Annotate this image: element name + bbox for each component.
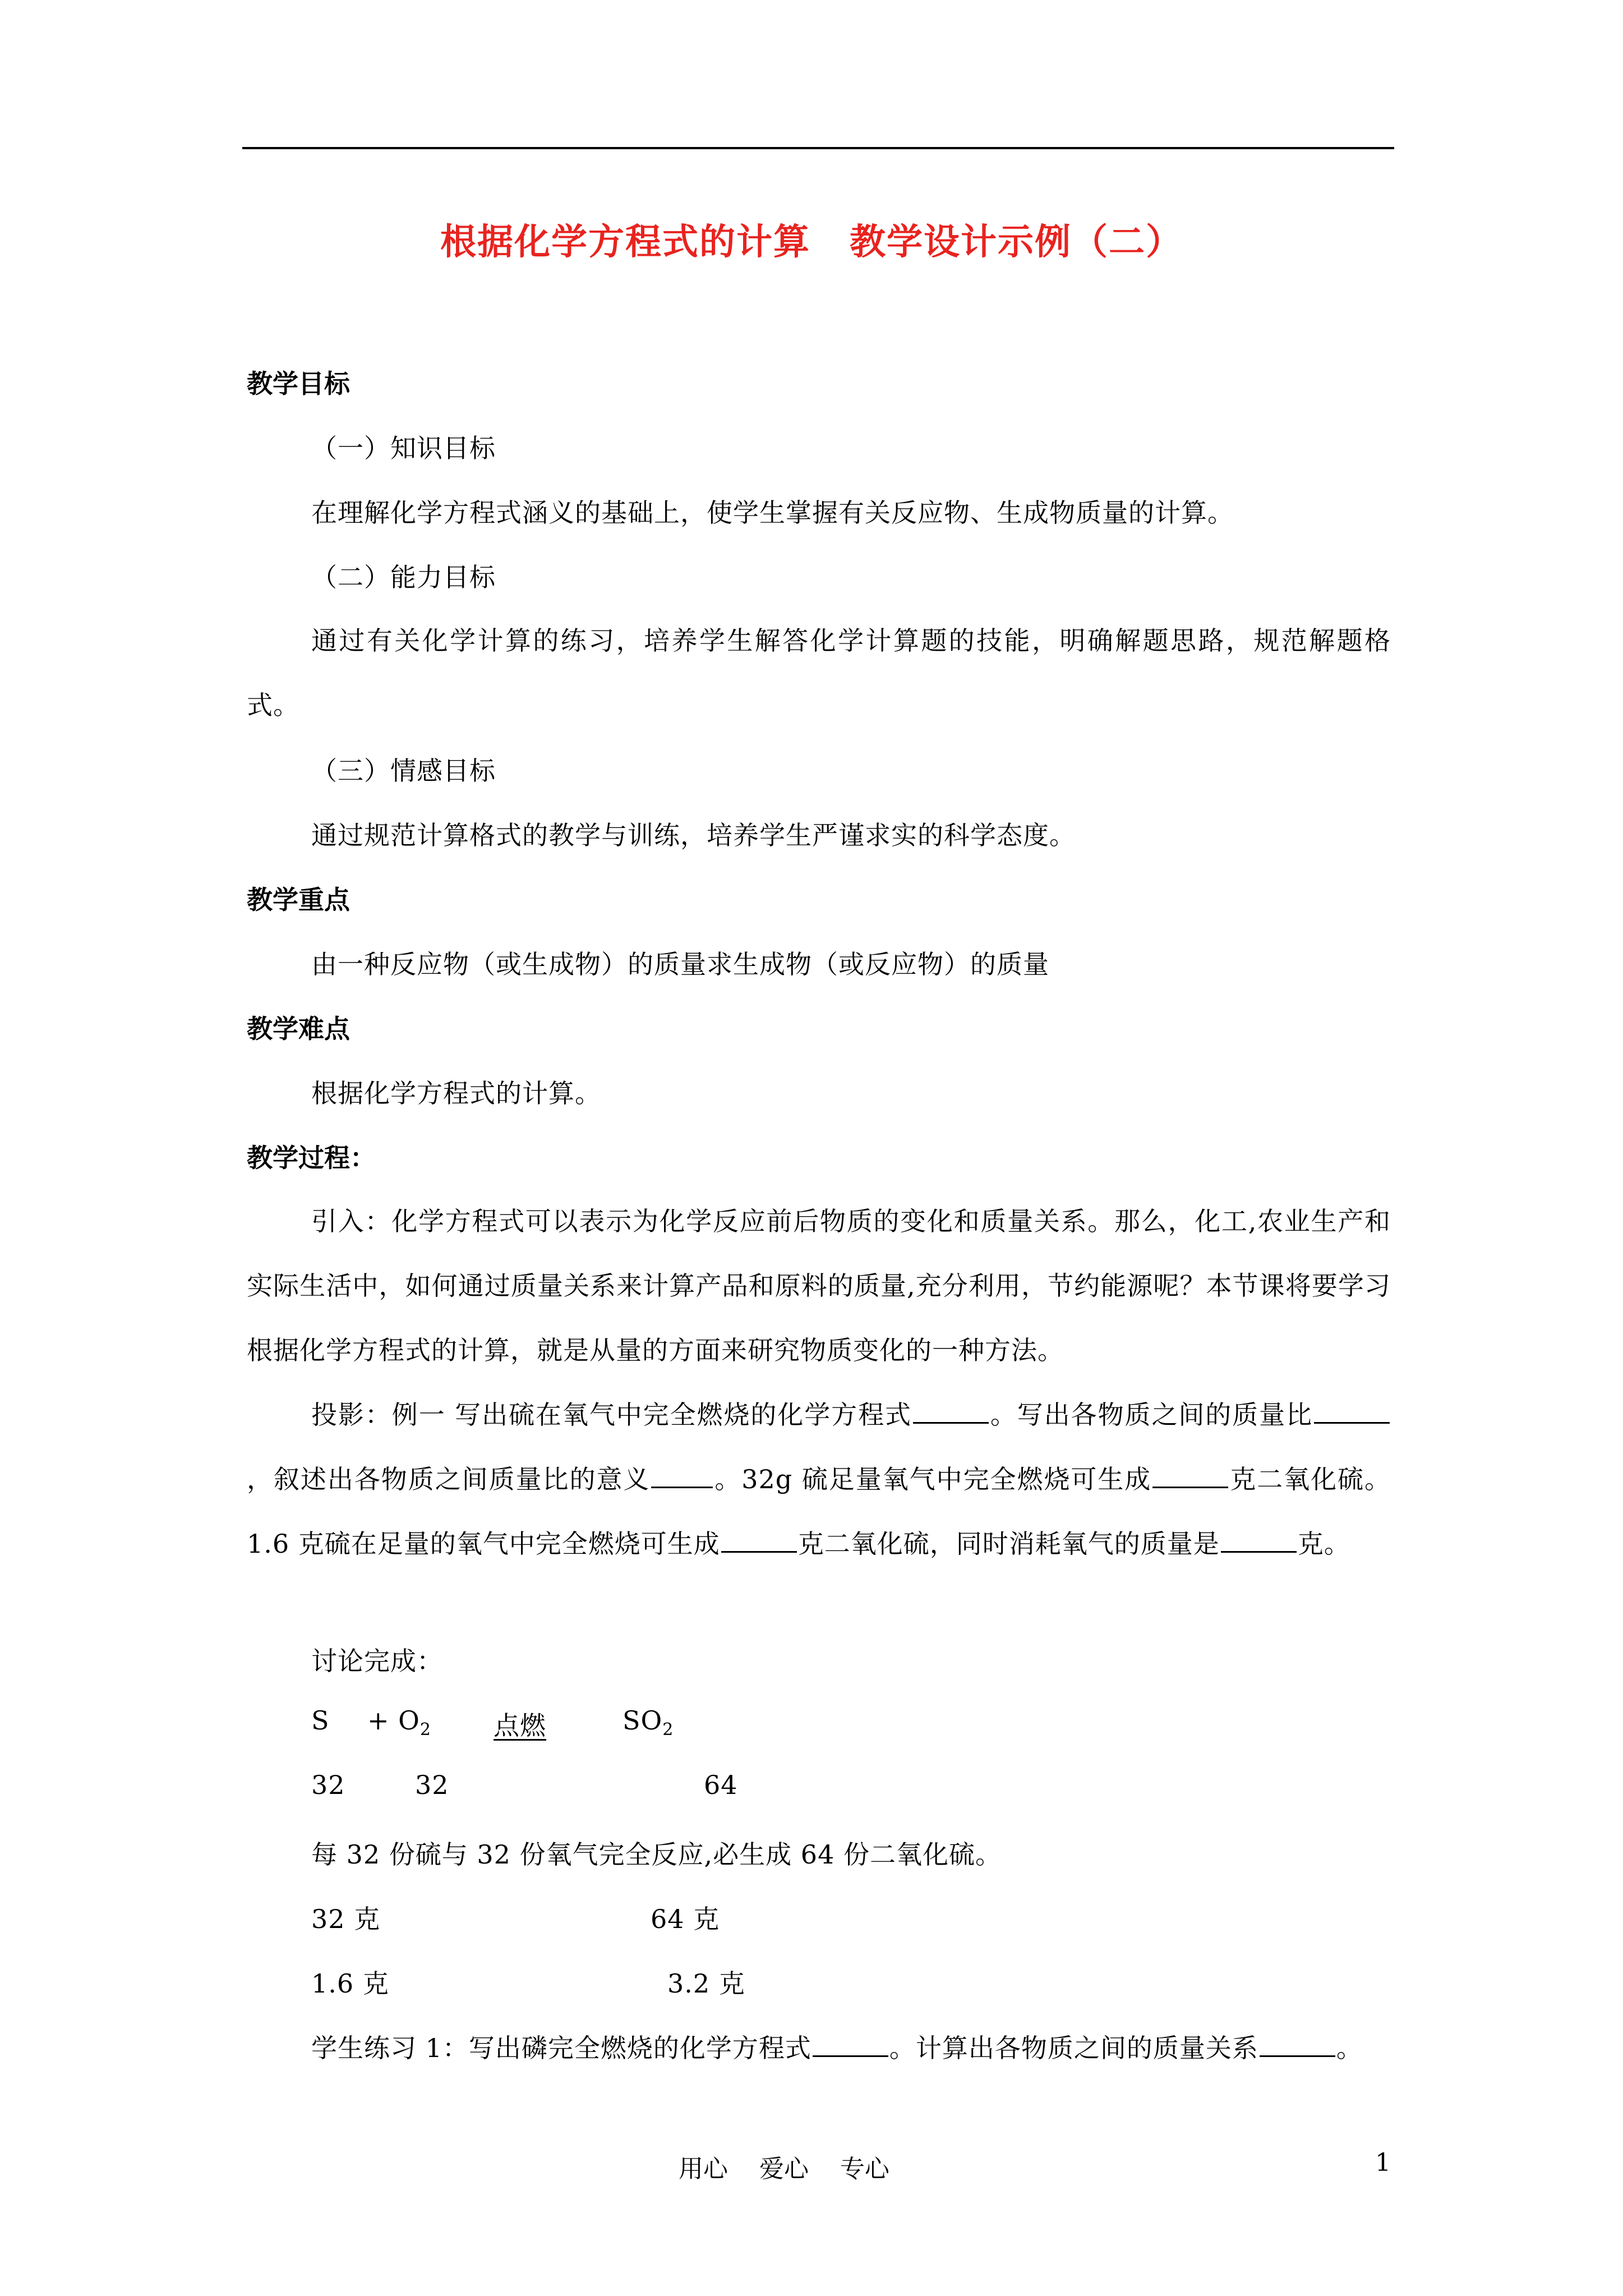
answer-blank (1152, 1462, 1228, 1488)
product-symbol: SO (623, 1705, 663, 1736)
emotion-goal-label: （三）情感目标 (311, 756, 496, 786)
reaction-condition: 点燃 (494, 1710, 546, 1741)
projection-text-5: 克二氧化硫。1.6 克硫在足量的氧气中完全燃烧可生成 (247, 1464, 1391, 1559)
projection-text-6: 克二氧化硫，同时消耗氧气的质量是 (797, 1529, 1220, 1559)
emotion-goal-text: 通过规范计算格式的教学与训练，培养学生严谨求实的科学态度。 (311, 820, 1076, 850)
practice-text-2: 。计算出各物质之间的质量关系 (889, 2033, 1258, 2063)
answer-blank (913, 1397, 989, 1424)
title-part-2: 教学设计示例（二） (850, 221, 1183, 263)
oxygen-symbol: + O (367, 1705, 420, 1736)
page-number: 1 (1375, 2148, 1391, 2177)
student-practice-1 (311, 2028, 1363, 2065)
footer-motto: 用心 爱心 专心 (679, 2155, 889, 2183)
answer-blank (1314, 1397, 1390, 1424)
mass-ratio-meaning: 每 32 份硫与 32 份氧气完全反应,必生成 64 份二氧化硫。 (311, 1839, 1002, 1870)
answer-blank (1260, 2031, 1335, 2057)
answer-blank (721, 1526, 797, 1553)
mass-row-1-left: 32 克 (311, 1904, 381, 1934)
product-subscript: 2 (662, 1720, 674, 1740)
mass-oxygen: 32 (415, 1770, 449, 1800)
discussion-label: 讨论完成： (311, 1646, 443, 1676)
equation-reactant-sulfur: S (311, 1705, 330, 1736)
knowledge-goal-label: （一）知识目标 (311, 433, 496, 463)
mass-row-2-left: 1.6 克 (311, 1968, 389, 1999)
projection-example-paragraph (247, 1383, 1391, 1576)
mass-row-1-right: 64 克 (651, 1904, 720, 1934)
answer-blank (1221, 1526, 1297, 1553)
document-title (0, 213, 1623, 265)
mass-row-2-right: 3.2 克 (667, 1968, 745, 1999)
projection-text-7: 克。 (1297, 1529, 1350, 1559)
oxygen-subscript: 2 (419, 1720, 431, 1740)
key-point-text: 由一种反应物（或生成物）的质量求生成物（或反应物）的质量 (311, 949, 1049, 979)
mass-sulfur-dioxide: 64 (704, 1770, 738, 1800)
ability-goal-text: 通过有关化学计算的练习，培养学生解答化学计算题的技能，明确解题思路，规范解题格式。 (247, 625, 1391, 720)
answer-blank (651, 1462, 713, 1488)
mass-sulfur: 32 (311, 1770, 345, 1800)
practice-text-3: 。 (1336, 2033, 1363, 2063)
projection-text-2: 。写出各物质之间的质量比 (989, 1400, 1313, 1430)
equation-product (623, 1705, 674, 1740)
process-heading: 教学过程： (247, 1143, 376, 1173)
introduction-paragraph: 引入：化学方程式可以表示为化学反应前后物质的变化和质量关系。那么，化工,农业生产和实际生活中，如何通过质量关系来计算产品和原料的质量,充分利用，节约能源呢？本节课将要学习根据化学方程式的计算，就是从量的方面来研究物质变化的一种方法。 (247, 1206, 1391, 1365)
header-rule (242, 147, 1394, 149)
difficulty-text: 根据化学方程式的计算。 (311, 1078, 601, 1108)
title-part-1: 根据化学方程式的计算 (440, 221, 810, 263)
knowledge-goal-text: 在理解化学方程式涵义的基础上，使学生掌握有关反应物、生成物质量的计算。 (311, 498, 1234, 528)
projection-text-4: 。32g 硫足量氧气中完全燃烧可生成 (714, 1464, 1152, 1494)
ability-goal-label: （二）能力目标 (311, 562, 496, 592)
answer-blank (813, 2031, 888, 2057)
key-point-heading: 教学重点 (247, 885, 350, 915)
equation-reactant-oxygen (367, 1705, 431, 1740)
practice-text-1: 学生练习 1：写出磷完全燃烧的化学方程式 (311, 2033, 811, 2063)
goals-heading: 教学目标 (247, 369, 350, 399)
projection-text-1: 投影：例一 写出硫在氧气中完全燃烧的化学方程式 (311, 1400, 912, 1430)
projection-text-3: ，叙述出各物质之间质量比的意义 (247, 1464, 651, 1494)
difficulty-heading: 教学难点 (247, 1014, 350, 1044)
